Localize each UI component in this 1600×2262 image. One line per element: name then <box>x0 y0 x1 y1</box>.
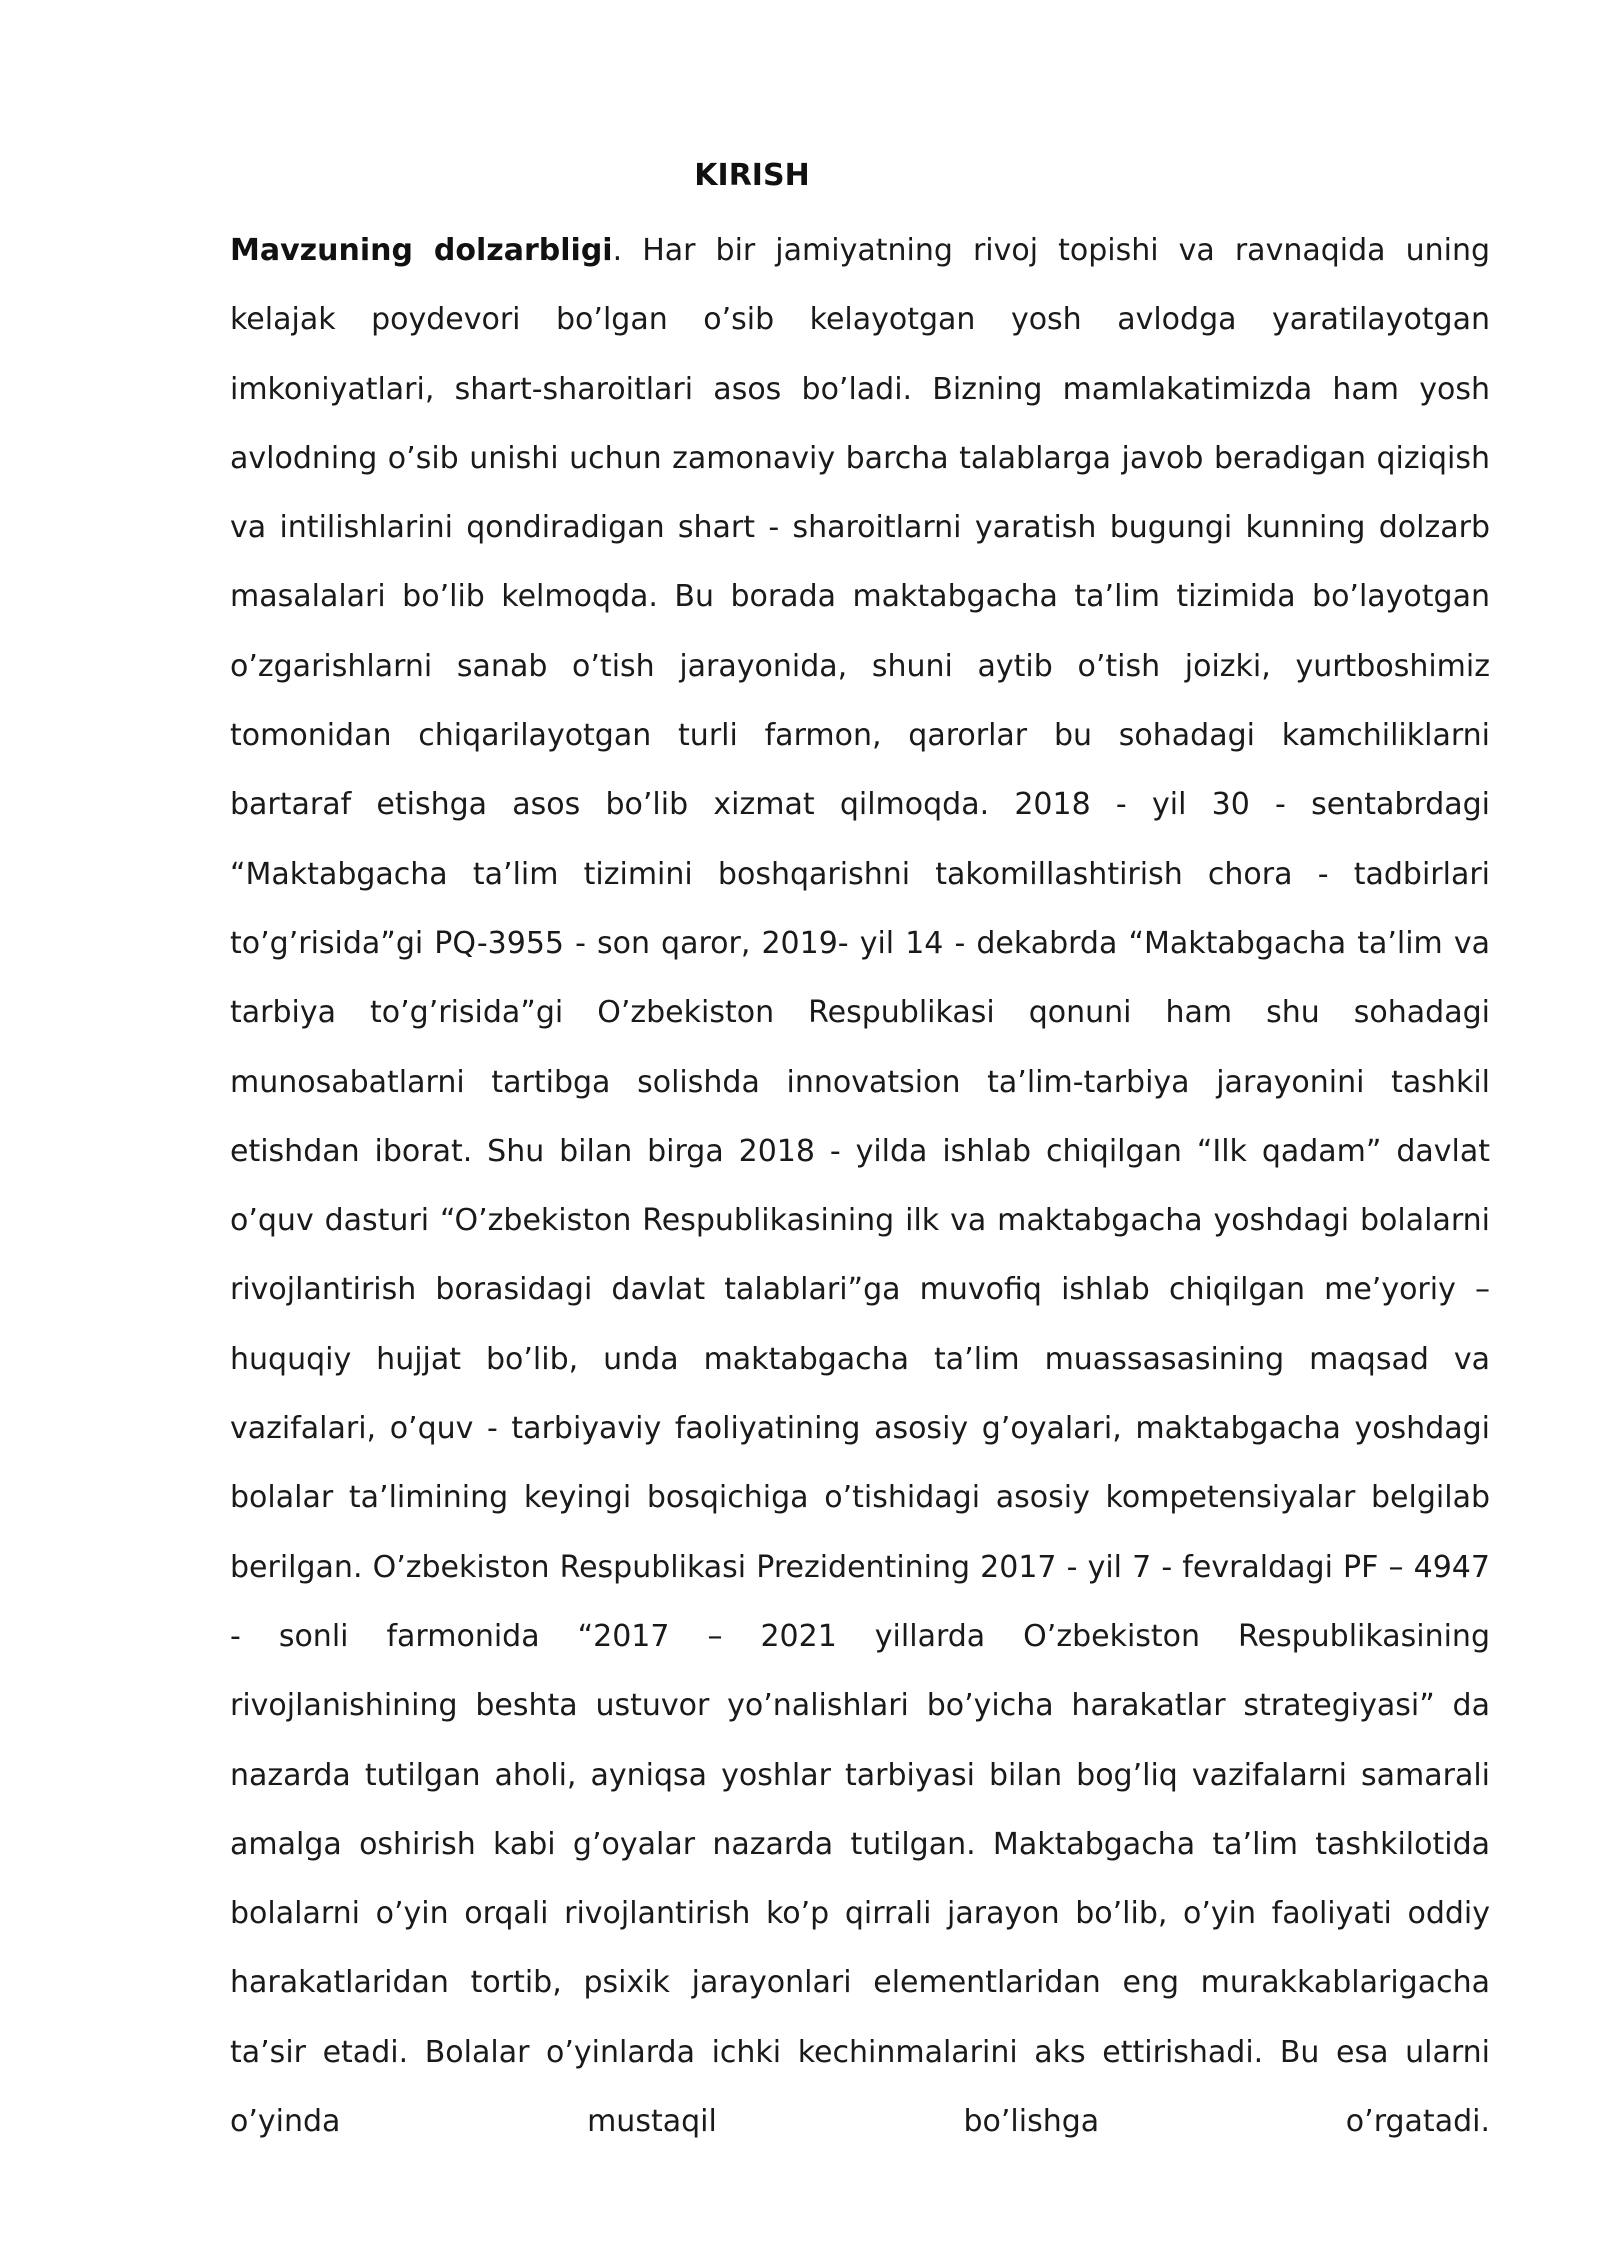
body-paragraph <box>230 216 1490 2156</box>
paragraph-text: . Har bir jamiyatning rivoj topishi va ravnaqida uning kelajak poydevori bo’lgan o’sib kelayotgan yosh avlodga yaratilayotgan imkoniyatlari, shart-sharoitlari asos bo’ladi. Bizning mamlakatimizda ham yosh avlodning o’sib unishi uchun zamonaviy barcha talablarga javob beradigan qiziqish va intilishlarini qondiradigan shart - sharoitlarni yaratish bugungi kunning dolzarb masalalari bo’lib kelmoqda. Bu borada maktabgacha ta’lim tizimida bo’layotgan o’zgarishlarni sanab o’tish jarayonida, shuni aytib o’tish joizki, yurtboshimiz tomonidan chiqarilayotgan turli farmon, qarorlar bu sohadagi kamchiliklarni bartaraf etishga asos bo’lib xizmat qilmoqda. 2018 - yil 30 - sentabrdagi “Maktabgacha ta’lim tizimini boshqarishni takomillashtirish chora - tadbirlari to’g’risida”gi PQ-3955 - son qaror, 2019- yil 14 - dekabrda “Maktabgacha ta’lim va tarbiya to’g’risida”gi O’zbekiston Respublikasi qonuni ham shu sohadagi munosabatlarni tartibga solishda innovatsion ta’lim-tarbiya jarayonini tashkil etishdan iborat. Shu bilan birga 2018 - yilda ishlab chiqilgan “Ilk qadam” davlat o’quv dasturi “O’zbekiston Respublikasining ilk va maktabgacha yoshdagi bolalarni rivojlantirish borasidagi davlat talablari”ga muvofiq ishlab chiqilgan me’yoriy – huquqiy hujjat bo’lib, unda maktabgacha ta’lim muassasasining maqsad va vazifalari, o’quv - tarbiyaviy faoliyatining asosiy g’oyalari, maktabgacha yoshdagi bolalar ta’limining keyingi bosqichiga o’tishidagi asosiy kompetensiyalar belgilab berilgan. O’zbekiston Respublikasi Prezidentining 2017 - yil 7 - fevraldagi PF – 4947 - sonli farmonida “2017 – 2021 yillarda O’zbekiston Respublikasining rivojlanishining beshta ustuvor yo’nalishlari bo’yicha harakatlar strategiyasi” da nazarda tutilgan aholi, ayniqsa yoshlar tarbiyasi bilan bog’liq vazifalarni samarali amalga oshirish kabi g’oyalar nazarda tutilgan. Maktabgacha ta’lim tashkilotida bolalarni o’yin orqali rivojlantirish ko’p qirrali jarayon bo’lib, o’yin faoliyati oddiy harakatlaridan tortib, psixik jarayonlari elementlaridan eng murakkablarigacha ta’sir etadi. Bolalar o’yinlarda ichki kechinmalarini aks ettirishadi. Bu esa ularni o’yinda mustaqil bo’lishga o’rgatadi. <box>230 233 1491 2140</box>
section-heading: KIRISH <box>694 158 810 193</box>
paragraph-lead: Mavzuning dolzarbligi <box>230 233 613 268</box>
